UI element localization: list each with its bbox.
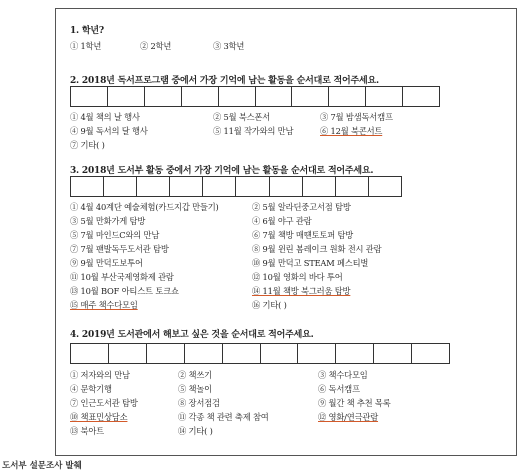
answer-box[interactable] bbox=[261, 344, 299, 363]
q3-option[interactable]: ⑬ 10월 BOF 아티스트 토크쇼 bbox=[70, 286, 179, 296]
q2-answer-boxes[interactable] bbox=[70, 86, 440, 107]
answer-box[interactable] bbox=[303, 177, 336, 196]
q3-option[interactable]: ⑦ 7월 팬발독두도서관 탐방 bbox=[70, 244, 169, 254]
answer-box[interactable] bbox=[270, 177, 303, 196]
q3-option[interactable]: ② 5월 알라딘중고서점 탐방 bbox=[252, 202, 351, 212]
q3-option[interactable] bbox=[252, 286, 350, 296]
answer-box[interactable] bbox=[236, 177, 269, 196]
answer-box[interactable] bbox=[108, 87, 145, 106]
answer-box[interactable] bbox=[412, 344, 449, 363]
q1-option[interactable]: ③ 3학년 bbox=[213, 41, 245, 51]
q4-answer-boxes[interactable] bbox=[70, 343, 450, 364]
q2-option[interactable] bbox=[320, 126, 382, 136]
answer-box[interactable] bbox=[336, 344, 374, 363]
answer-box[interactable] bbox=[292, 87, 329, 106]
q3-option[interactable]: ⑩ 9월 만덕고 STEAM 페스티벌 bbox=[252, 258, 369, 268]
q4-option[interactable]: ② 책쓰기 bbox=[178, 370, 212, 380]
q3-option[interactable] bbox=[70, 300, 138, 310]
q3-option[interactable]: ⑪ 10월 부산국제영화제 관람 bbox=[70, 272, 174, 282]
q4-option[interactable]: ⑪ 각종 책 관련 축제 참여 bbox=[178, 412, 269, 422]
q4-option[interactable]: ⑤ 책놀이 bbox=[178, 384, 212, 394]
answer-box[interactable] bbox=[170, 177, 203, 196]
answer-box[interactable] bbox=[223, 344, 261, 363]
q3-option[interactable]: ④ 6월 야구 관람 bbox=[252, 216, 312, 226]
q4-option-label: ⑫ 영화/연극관람 bbox=[318, 412, 379, 422]
answer-box[interactable] bbox=[182, 87, 219, 106]
answer-box[interactable] bbox=[374, 344, 412, 363]
q3-option-label: ⑭ 11월 책방 북그러움 탐방 bbox=[252, 286, 351, 296]
q3-option[interactable]: ⑥ 7월 책방 매떈토토퍼 탐방 bbox=[252, 230, 354, 240]
answer-box[interactable] bbox=[366, 87, 403, 106]
answer-box[interactable] bbox=[369, 177, 401, 196]
answer-box[interactable] bbox=[71, 177, 104, 196]
q4-option-label: ⑩ 책표민상담소 bbox=[70, 412, 128, 422]
survey-sheet bbox=[55, 8, 517, 456]
answer-box[interactable] bbox=[147, 344, 185, 363]
answer-box[interactable] bbox=[137, 177, 170, 196]
question-4-title: 4. 2019년 도서관에서 해보고 싶은 것을 순서대로 적어주세요. bbox=[70, 330, 314, 340]
q4-option[interactable]: ⑥ 독서캠프 bbox=[318, 384, 360, 394]
answer-box[interactable] bbox=[71, 87, 108, 106]
question-2-title: 2. 2018년 독서프로그램 중에서 가장 기억에 남는 활동을 순서대로 적어주세요. bbox=[70, 76, 379, 86]
answer-box[interactable] bbox=[256, 87, 293, 106]
q2-option[interactable]: ② 5월 북스폰서 bbox=[213, 112, 271, 122]
answer-box[interactable] bbox=[104, 177, 137, 196]
q2-option[interactable]: ④ 9월 독서의 달 행사 bbox=[70, 126, 148, 136]
q3-option-label: ⑮ 매주 책수다모임 bbox=[70, 300, 138, 310]
answer-box[interactable] bbox=[71, 344, 109, 363]
q4-option[interactable]: ⑧ 장서점검 bbox=[178, 398, 220, 408]
q2-option-label: ⑥ 12월 북콘서트 bbox=[320, 126, 383, 136]
q4-option[interactable]: ⑦ 인근도서관 탐방 bbox=[70, 398, 138, 408]
q3-answer-boxes[interactable] bbox=[70, 176, 402, 197]
caption: 도서부 설문조사 발췌 bbox=[2, 461, 82, 471]
answer-box[interactable] bbox=[203, 177, 236, 196]
q4-option[interactable]: ⑬ 북아트 bbox=[70, 426, 104, 436]
q2-option[interactable]: ⑦ 기타( ) bbox=[70, 140, 105, 150]
answer-box[interactable] bbox=[329, 87, 366, 106]
q3-option[interactable]: ⑯ 기타( ) bbox=[252, 300, 287, 310]
q2-option[interactable]: ⑤ 11월 작가와의 만남 bbox=[213, 126, 294, 136]
answer-box[interactable] bbox=[109, 344, 147, 363]
q4-option[interactable]: ③ 책수다모임 bbox=[318, 370, 368, 380]
answer-box[interactable] bbox=[185, 344, 223, 363]
q4-option[interactable]: ④ 문학기행 bbox=[70, 384, 112, 394]
answer-box[interactable] bbox=[336, 177, 369, 196]
q3-option[interactable]: ③ 5월 만화가게 탐방 bbox=[70, 216, 146, 226]
answer-box[interactable] bbox=[298, 344, 336, 363]
answer-box[interactable] bbox=[145, 87, 182, 106]
q4-option[interactable]: ① 저자와의 만남 bbox=[70, 370, 130, 380]
q4-option[interactable] bbox=[70, 412, 127, 422]
q3-option[interactable]: ⑨ 9월 만덕도보투어 bbox=[70, 258, 143, 268]
answer-box[interactable] bbox=[403, 87, 439, 106]
q3-option[interactable]: ⑤ 7월 마인드C와의 만남 bbox=[70, 230, 160, 240]
q3-option[interactable]: ① 4월 40계단 예술체험(카드지갑 만들기) bbox=[70, 202, 219, 212]
q4-option[interactable] bbox=[318, 412, 378, 422]
q3-option[interactable]: ⑧ 9월 윈린 봄레이크 원화 전시 관람 bbox=[252, 244, 382, 254]
q1-option[interactable]: ② 2학년 bbox=[140, 41, 172, 51]
q2-option[interactable]: ③ 7월 밤샘독서캠프 bbox=[320, 112, 393, 122]
q4-option[interactable]: ⑨ 월간 책 추천 목록 bbox=[318, 398, 391, 408]
question-3-title: 3. 2018년 도서부 활동 중에서 가장 기억에 남는 활동을 순서대로 적어주세요. bbox=[70, 166, 374, 176]
q2-option[interactable]: ① 4월 책의 날 행사 bbox=[70, 112, 140, 122]
q4-option[interactable]: ⑭ 기타( ) bbox=[178, 426, 213, 436]
q3-option[interactable]: ⑫ 10월 영화의 바다 투어 bbox=[252, 272, 343, 282]
q1-option[interactable]: ① 1학년 bbox=[70, 41, 102, 51]
answer-box[interactable] bbox=[219, 87, 256, 106]
question-1-title: 1. 학년? bbox=[70, 26, 104, 36]
